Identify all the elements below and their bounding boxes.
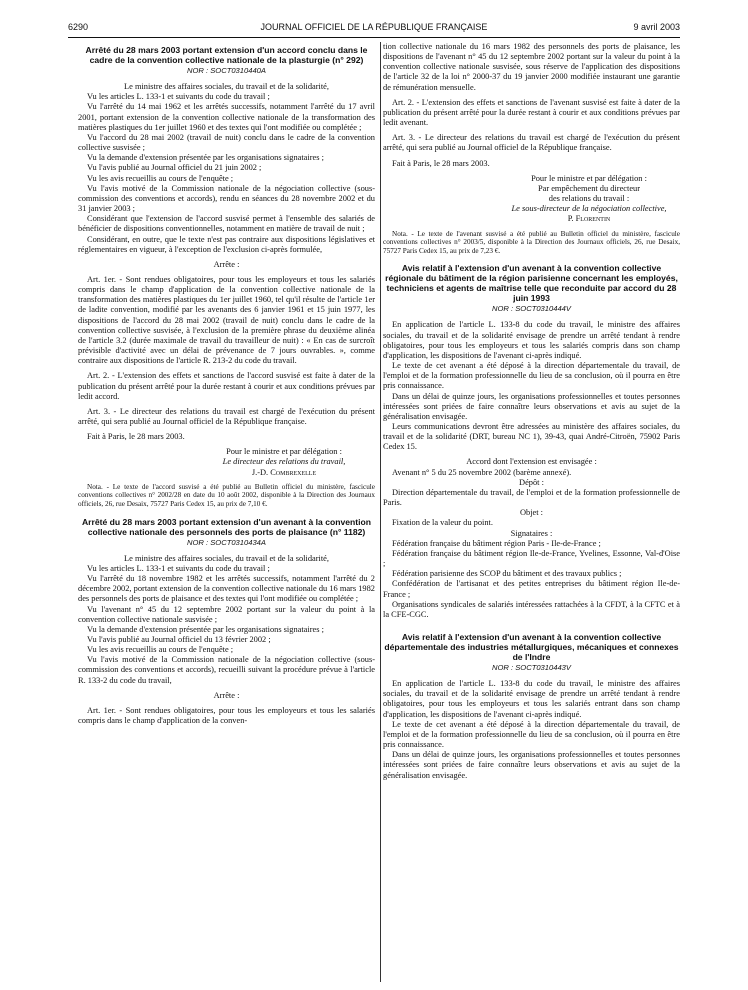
nor-reference: NOR : SOCT0310443V (492, 662, 571, 672)
signatory-item: Fédération parisienne des SCOP du bâtiment et des travaux publics ; (392, 569, 622, 579)
paragraph: En application de l'article L. 133-8 du code du travail, le ministre des affaires sociales, du travail et de la solidarité envisage de prendre un arrêté tendant à rendre obligatoires, pour tous les employeurs et tous les salariés entrant dans son champ d'application, les dispositions de l'avenant ci-après indiqué. (383, 679, 680, 719)
notice-title: Avis relatif à l'extension d'un avenant à la convention collective régionale du bâtiment de la région parisienne concernant les employés, techniciens et agents de maîtrise telle que reconduite par accord du 28 juin 1993 (385, 263, 678, 304)
signature-line: Pour le ministre et par délégation : (531, 173, 647, 183)
paragraph: Vu l'accord du 28 mai 2002 (travail de nuit) conclu dans le cadre de la convention collective susvisée ; (78, 132, 375, 153)
article-continuation: tion collective nationale du 16 mars 1982 des personnels des ports de plaisance, les dispositions de l'avenant n° 45 du 12 septembre 2002 portant sur la valeur du point à la convention collective nationale susvisée, sous réserve de l'application des dispositions de l'article 32 de la loi n° 2000-37 du 19 janvier 2000 modifiée instaurant une garantie de rémunération mensuelle. (383, 42, 680, 92)
paragraph: Vu l'arrêté du 18 novembre 1982 et les arrêtés successifs, notamment l'arrêté du 2 décembre 2002, portant extension de la convention collective nationale du 16 mars 1982 des personnels des ports de plaisance et des textes qui l'ont modifiée ou complétée ; (78, 574, 375, 604)
decree-title: Arrêté du 28 mars 2003 portant extension d'un avenant à la convention collective nationale des personnels des ports de plaisance (n° 1182) (81, 516, 372, 537)
signature-title: Le directeur des relations du travail, (222, 457, 346, 467)
signing-place-date: Fait à Paris, le 28 mars 2003. (392, 158, 490, 168)
field-label: Dépôt : (519, 477, 544, 487)
signature-line: Pour le ministre et par délégation : (226, 447, 342, 457)
page-header (68, 22, 680, 36)
signature-line: des relations du travail : (548, 194, 630, 204)
paragraph: Vu les avis recueillis au cours de l'enquête ; (87, 645, 234, 655)
signatory-name: P. Florentin (567, 214, 611, 224)
field-label: Signataires : (510, 528, 553, 538)
paragraph: Leurs communications devront être adressées au ministère des affaires sociales, du travail et de la solidarité (DRT, bureau NC 1), 39-43, quai André-Citroën, 75902 Paris Cedex 15. (383, 422, 680, 452)
header-rule (68, 37, 680, 38)
field-value: Avenant n° 5 du 25 novembre 2002 (barème annexé). (392, 467, 572, 477)
paragraph: Vu la demande d'extension présentée par les organisations signataires ; (87, 624, 324, 634)
article-2: Art. 2. - L'extension des effets et sanctions de l'avenant susvisé est faite à dater de la publication du présent arrêté pour la durée restant à courir et aux conditions prévues par ledit avenant. (383, 97, 680, 128)
issue-date: 9 avril 2003 (633, 22, 680, 32)
paragraph: Dans un délai de quinze jours, les organisations professionnelles et toutes personnes intéressées sont priées de faire connaître leurs observations et avis au sujet de la généralisation envisagée. (383, 391, 680, 421)
article-1: Art. 1er. - Sont rendues obligatoires, pour tous les employeurs et tous les salariés compris dans le champ d'application de la convention collective nationale de la transformation des matières plastiques du 1er juillet 1960, tel qu'il résulte de l'article 1er de ladite convention, modifié par les avenants des 6 janvier 1961 et 15 juin 1977, les dispositions de l'accord du 28 mai 2002 (travail de nuit) conclu dans le cadre de la convention collective susvisée, à l'exclusion de la première phrase du deuxième alinéa de l'article 3.2 (durée maximale de travail du travailleur de nuit) : « En cas de surcroît prévisible d'activité avec un délai de prévenance de 7 jours ouvrables. », comme contraire aux dispositions de l'article R. 213-2 du code du travail. (78, 274, 375, 366)
field-value: Direction départementale du travail, de l'emploi et de la formation professionnelle de Paris. (383, 487, 680, 508)
paragraph: Vu l'arrêté du 14 mai 1962 et les arrêtés successifs, notamment l'arrêté du 17 avril 2001, portant extension de la convention collective nationale de la transformation des matières plastiques du 1er juillet 1960 et des textes qui l'ont modifiée ou complétée ; (78, 102, 375, 132)
paragraph: Vu l'avis publié au Journal officiel du 21 juin 2002 ; (87, 163, 262, 173)
paragraph: Vu l'avis motivé de la Commission nationale de la négociation collective (sous-commission des conventions et accords), rendu en séances du 28 novembre 2002 et du 31 janvier 2003 ; (78, 183, 375, 214)
paragraph: Considérant, en outre, que le texte n'est pas contraire aux dispositions législatives et réglementaires en vigueur, à l'exception de l'exclusion ci-après formulée, (78, 234, 375, 254)
paragraph: Vu les articles L. 133-1 et suivants du code du travail ; (87, 563, 270, 573)
paragraph: Considérant que l'extension de l'accord susvisé permet à l'ensemble des salariés de bénéficier de dispositions conventionnelles, notamment en matière de travail de nuit ; (78, 214, 375, 234)
nota: Nota. - Le texte de l'accord susvisé a été publié au Bulletin officiel du ministère, fascicule conventions collectives n° 2002/28 en date du 10 août 2002, disponible à la Direction des Journaux officiels, 26, rue Desaix, 75727 Paris Cedex 15, au prix de 7,10 €. (78, 482, 375, 508)
signature-title: Le sous-directeur de la négociation collective, (511, 204, 667, 214)
nota: Nota. - Le texte de l'avenant susvisé a été publié au Bulletin officiel du ministère, fascicule conventions collectives n° 2003/5, disponible à la Direction des Journaux officiels, 26, rue Desaix, 75727 Paris Cedex 15, au prix de 7,23 €. (383, 229, 680, 255)
page-number: 6290 (68, 22, 89, 32)
field-label: Accord dont l'extension est envisagée : (466, 457, 597, 467)
article-3: Art. 3. - Le directeur des relations du travail est chargé de l'exécution du présent arrêté, qui sera publié au Journal officiel de la République française. (383, 133, 680, 153)
arrete-heading: Arrête : (213, 259, 240, 269)
paragraph: Le texte de cet avenant a été déposé à la direction départementale du travail, de l'emploi et de la formation professionnelle du lieu de sa conclusion, où il pourra en être pris connaissance. (383, 361, 680, 391)
paragraph: Vu l'avis motivé de la Commission nationale de la négociation collective (sous-commission des conventions et accords), recueilli suivant la procédure prévue à l'article R. 133-2 du code du travail, (78, 655, 375, 685)
paragraph: Vu l'avis publié au Journal officiel du 13 février 2002 ; (87, 634, 271, 644)
signatory-item: Fédération française du bâtiment région Paris - Ile-de-France ; (392, 538, 601, 548)
article-2: Art. 2. - L'extension des effets et sanctions de l'accord susvisé est faite à dater de la publication du présent arrêté pour la durée restant à courir et aux conditions prévues par ledit accord. (78, 371, 375, 401)
paragraph: Le ministre des affaires sociales, du travail et de la solidarité, (124, 553, 329, 563)
paragraph: Vu la demande d'extension présentée par les organisations signataires ; (87, 153, 324, 163)
nor-reference: NOR : SOCT0310444V (492, 304, 571, 314)
signatory-item: Fédération française du bâtiment région Ile-de-France, Yvelines, Essonne, Val-d'Oise ; (383, 548, 680, 569)
signature-line: Par empêchement du directeur (537, 183, 641, 193)
signatory-item: Confédération de l'artisanat et des petites entreprises du bâtiment région Ile-de-France ; (383, 579, 680, 599)
signatory-item: Organisations syndicales de salariés intéressées rattachées à la CFDT, à la CFTC et à la CFE-CGC. (383, 599, 680, 619)
nor-reference: NOR : SOCT0310440A (187, 66, 266, 75)
paragraph: En application de l'article L. 133-8 du code du travail, le ministre des affaires sociales, du travail et de la solidarité envisage de prendre un arrêté tendant à rendre obligatoires, pour tous les employeurs et tous les salariés compris dans son champ d'application, les dispositions de l'avenant ci-après indiqué. (383, 320, 680, 360)
paragraph: Le texte de cet avenant a été déposé à la direction départementale du travail, de l'emploi et de la formation professionnelle du lieu de sa conclusion, où il pourra en être pris connaissance. (383, 719, 680, 750)
journal-title: JOURNAL OFFICIEL DE LA RÉPUBLIQUE FRANÇAISE (260, 22, 488, 32)
article-1: Art. 1er. - Sont rendues obligatoires, pour tous les employeurs et tous les salariés compris dans le champ d'application de la conven- (78, 705, 375, 726)
nor-reference: NOR : SOCT0310434A (187, 537, 266, 547)
paragraph: Vu les articles L. 133-1 et suivants du code du travail ; (87, 92, 270, 102)
right-column (383, 42, 680, 781)
column-separator (380, 42, 381, 982)
paragraph: Le ministre des affaires sociales, du travail et de la solidarité, (124, 82, 329, 92)
arrete-heading: Arrête : (213, 690, 240, 700)
signing-place-date: Fait à Paris, le 28 mars 2003. (87, 432, 185, 442)
signatory-name: J.-D. Combrexelle (251, 467, 317, 477)
paragraph: Dans un délai de quinze jours, les organisations professionnelles et toutes personnes intéressées sont priées de faire connaître leurs observations et avis au sujet de la généralisation envisagée. (383, 750, 680, 780)
field-value: Fixation de la valeur du point. (392, 518, 493, 528)
paragraph: Vu l'avenant n° 45 du 12 septembre 2002 portant sur la valeur du point à la convention collective nationale susvisée ; (78, 604, 375, 624)
decree-title: Arrêté du 28 mars 2003 portant extension d'un accord conclu dans le cadre de la convention collective nationale de la plasturgie (n° 292) (85, 45, 368, 65)
article-3: Art. 3. - Le directeur des relations du travail est chargé de l'exécution du présent arrêté, qui sera publié au Journal officiel de la République française. (78, 406, 375, 426)
paragraph: Vu les avis recueillis au cours de l'enquête ; (87, 173, 234, 183)
field-label: Objet : (519, 508, 544, 518)
notice-title: Avis relatif à l'extension d'un avenant à la convention collective départementale des industries métallurgiques, mécaniques et connexes de l'Indre (384, 631, 679, 662)
left-column (78, 42, 375, 726)
